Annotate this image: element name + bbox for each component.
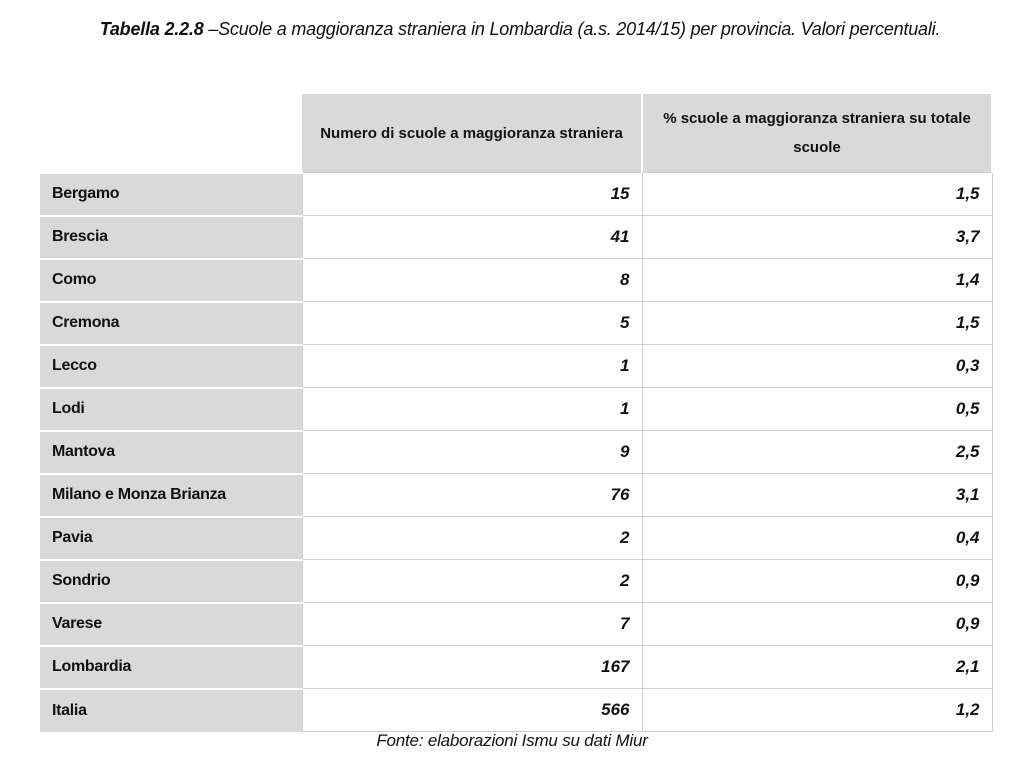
- table-row: [40, 216, 992, 259]
- table-row: [40, 517, 992, 560]
- row-label: Italia: [40, 689, 302, 732]
- table-body: [40, 173, 992, 732]
- header-row: [40, 94, 992, 173]
- cell-school-count: 5: [302, 302, 642, 345]
- cell-school-count: 2: [302, 560, 642, 603]
- cell-school-count: 167: [302, 646, 642, 689]
- table-row: [40, 431, 992, 474]
- table-row: [40, 388, 992, 431]
- cell-school-count: 15: [302, 173, 642, 216]
- cell-school-count: 2: [302, 517, 642, 560]
- cell-school-count: 9: [302, 431, 642, 474]
- row-label: Mantova: [40, 431, 302, 474]
- table-row: [40, 646, 992, 689]
- cell-school-count: 41: [302, 216, 642, 259]
- row-label: Brescia: [40, 216, 302, 259]
- row-label: Pavia: [40, 517, 302, 560]
- column-header-percent: % scuole a maggioranza straniera su totale scuole: [642, 94, 992, 173]
- row-label: Varese: [40, 603, 302, 646]
- table-row: [40, 302, 992, 345]
- table-row: [40, 345, 992, 388]
- cell-school-percent: 3,1: [642, 474, 992, 517]
- caption-label: Tabella 2.2.8: [99, 19, 204, 39]
- cell-school-percent: 1,4: [642, 259, 992, 302]
- table-caption: [60, 14, 980, 45]
- cell-school-percent: 0,9: [642, 603, 992, 646]
- row-label: Lecco: [40, 345, 302, 388]
- caption-text: –Scuole a maggioranza straniera in Lombardia (a.s. 2014/15) per provincia. Valori percentuali.: [203, 19, 941, 39]
- source-note: Fonte: elaborazioni Ismu su dati Miur: [376, 731, 648, 750]
- row-label: Cremona: [40, 302, 302, 345]
- cell-school-percent: 1,2: [642, 689, 992, 732]
- column-header-count: Numero di scuole a maggioranza straniera: [302, 94, 642, 173]
- table-row: [40, 603, 992, 646]
- cell-school-percent: 1,5: [642, 173, 992, 216]
- cell-school-count: 1: [302, 388, 642, 431]
- cell-school-percent: 3,7: [642, 216, 992, 259]
- cell-school-count: 1: [302, 345, 642, 388]
- cell-school-percent: 0,3: [642, 345, 992, 388]
- row-label: Bergamo: [40, 173, 302, 216]
- table-row: [40, 689, 992, 732]
- cell-school-percent: 2,5: [642, 431, 992, 474]
- row-label: Lombardia: [40, 646, 302, 689]
- table-row: [40, 560, 992, 603]
- cell-school-count: 8: [302, 259, 642, 302]
- data-table: [40, 94, 993, 732]
- table-row: [40, 173, 992, 216]
- cell-school-count: 76: [302, 474, 642, 517]
- header-corner: [40, 94, 302, 173]
- cell-school-percent: 2,1: [642, 646, 992, 689]
- row-label: Lodi: [40, 388, 302, 431]
- cell-school-percent: 0,5: [642, 388, 992, 431]
- cell-school-count: 566: [302, 689, 642, 732]
- cell-school-percent: 1,5: [642, 302, 992, 345]
- row-label: Milano e Monza Brianza: [40, 474, 302, 517]
- table-row: [40, 259, 992, 302]
- cell-school-percent: 0,4: [642, 517, 992, 560]
- cell-school-percent: 0,9: [642, 560, 992, 603]
- table-row: [40, 474, 992, 517]
- row-label: Como: [40, 259, 302, 302]
- row-label: Sondrio: [40, 560, 302, 603]
- cell-school-count: 7: [302, 603, 642, 646]
